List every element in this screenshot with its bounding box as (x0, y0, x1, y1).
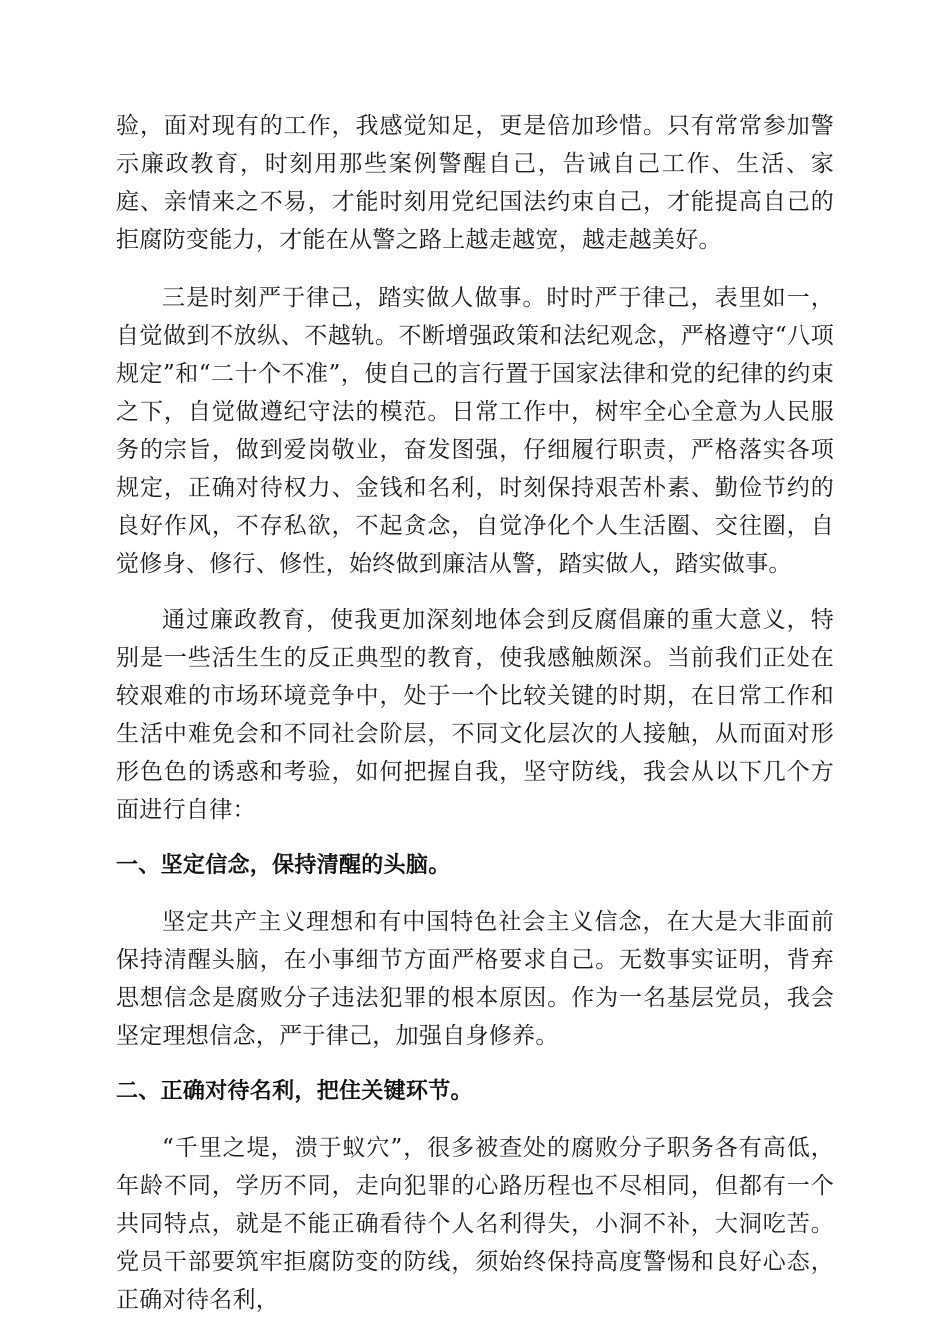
paragraph-continuation: 验，面对现有的工作，我感觉知足，更是倍加珍惜。只有常常参加警示廉政教育，时刻用那些案例警醒自己，告诫自己工作、生活、家庭、亲情来之不易，才能时刻用党纪国法约束自己，才能提高自己的拒腐防变能力，才能在从警之路上越走越宽，越走越美好。 (116, 113, 834, 253)
paragraph-fame-and-gain: “千里之堤，溃于蚁穴”，很多被查处的腐败分子职务各有高低，年龄不同，学历不同，走向犯罪的心路历程也不尽相同，但都有一个共同特点，就是不能正确看待个人名利得失，小洞不补，大洞吃苦。党员干部要筑牢拒腐防变的防线，须始终保持高度警惕和良好心态，正确对待名利， (116, 1135, 834, 1313)
paragraph-firm-belief: 坚定共产主义理想和有中国特色社会主义信念，在大是大非面前保持清醒头脑，在小事细节方面严格要求自己。无数事实证明，背弃思想信念是腐败分子违法犯罪的根本原因。作为一名基层党员，我会坚定理想信念，严于律己，加强自身修养。 (116, 909, 834, 1049)
section-heading-1: 一、坚定信念，保持清醒的头脑。 (116, 853, 451, 878)
document-body (116, 107, 834, 1337)
paragraph-education-reflection: 通过廉政教育，使我更加深刻地体会到反腐倡廉的重大意义，特别是一些活生生的反正典型的教育，使我感触颇深。当前我们正处在较艰难的市场环境竞争中，处于一个比较关键的时期，在日常工作和生活中难免会和不同社会阶层，不同文化层次的人接触，从而面对形形色色的诱惑和考验，如何把握自我，坚守防线，我会从以下几个方面进行自律： (116, 607, 834, 823)
section-heading-2: 二、正确对待名利，把住关键环节。 (116, 1079, 473, 1104)
paragraph-self-discipline: 三是时刻严于律己，踏实做人做事。时时严于律己，表里如一，自觉做到不放纵、不越轨。不断增强政策和法纪观念，严格遵守“八项规定”和“二十个不准”，使自己的言行置于国家法律和党的纪律的约束之下，自觉做遵纪守法的模范。日常工作中，树牢全心全意为人民服务的宗旨，做到爱岗敬业，奋发图强，仔细履行职责，严格落实各项规定，正确对待权力、金钱和名利，时刻保持艰苦朴素、勤俭节约的良好作风，不存私欲，不起贪念，自觉净化个人生活圈、交往圈，自觉修身、修行、修性，始终做到廉洁从警，踏实做人，踏实做事。 (116, 285, 834, 577)
